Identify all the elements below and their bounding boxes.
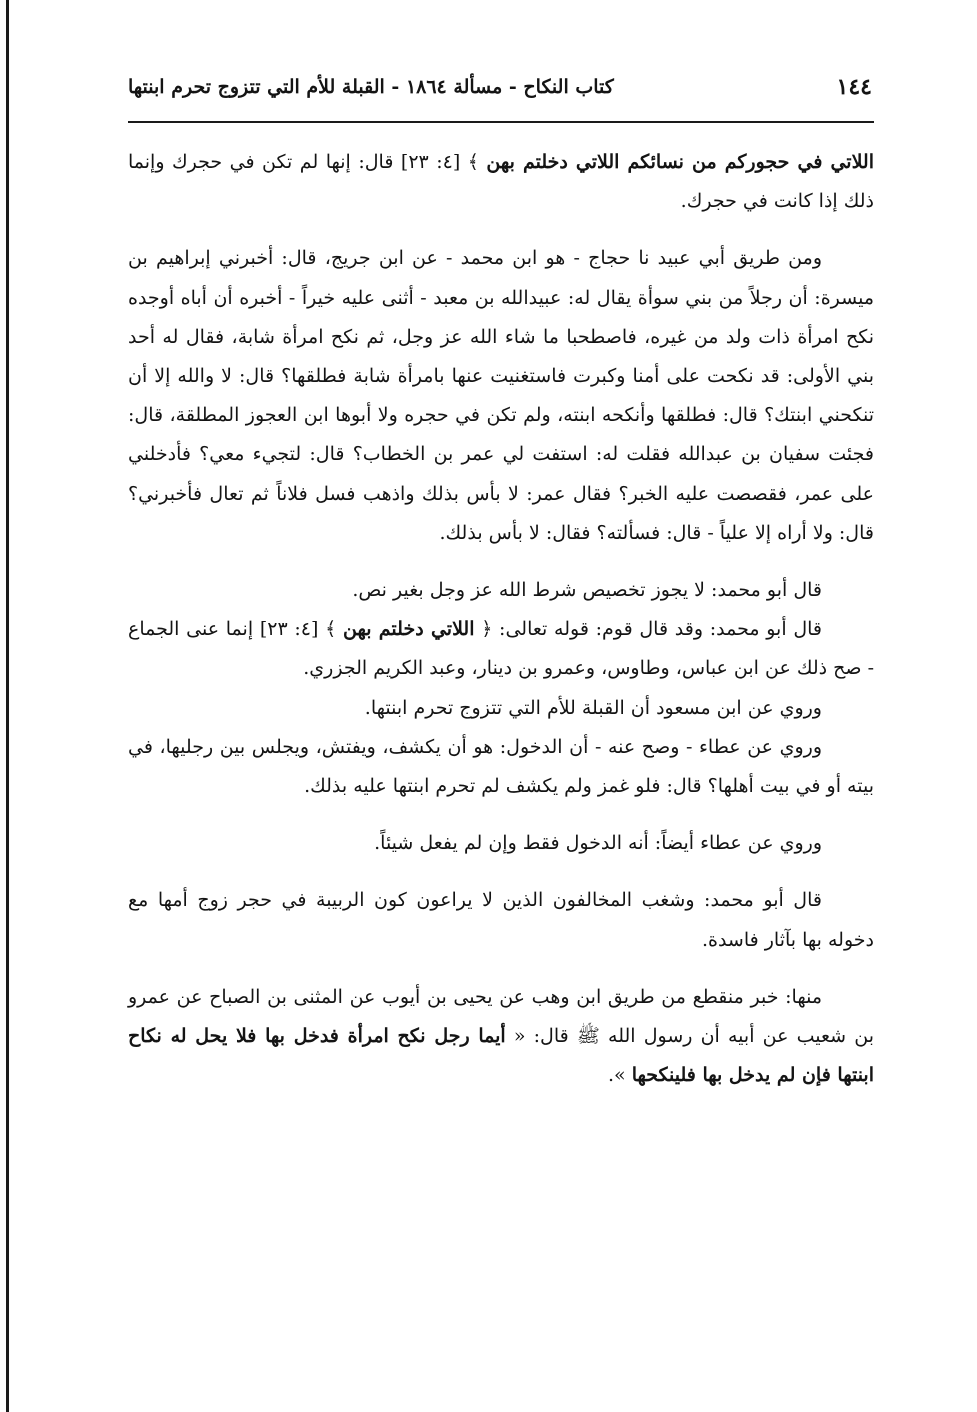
paragraph-p5 xyxy=(128,689,874,728)
paragraph-gap xyxy=(128,806,874,824)
body-text xyxy=(128,143,874,1095)
text-segment: وروي عن ابن مسعود أن القبلة للأم التي تتزوج تحرم ابنتها. xyxy=(364,696,822,719)
page-edge-bar xyxy=(6,0,9,1412)
paragraph-gap xyxy=(128,553,874,571)
text-segment: وروي عن عطاء - وصح عنه - أن الدخول: هو أن يكشف، ويفتش، ويجلس بين رجليها، في بيته أو في بيت أهلها؟ قال: فلو غمز ولم يكشف لم تحرم ابنتها عليه بذلك. xyxy=(128,735,874,798)
text-segment: قال أبو محمد: لا يجوز تخصيص شرط الله عز وجل بغير نص. xyxy=(352,579,822,602)
paragraph-p4 xyxy=(128,610,874,688)
paragraph-p3 xyxy=(128,571,874,610)
paragraph-p9 xyxy=(128,978,874,1096)
text-segment: وروي عن عطاء أيضاً: أنه الدخول فقط وإن لم يفعل شيئاً. xyxy=(374,832,822,855)
bold-text-segment: اللاتي في حجوركم من نسائكم اللاتي دخلتم بهن xyxy=(486,151,874,173)
paragraph-p8 xyxy=(128,881,874,959)
text-segment: قال أبو محمد: وشغب المخالفون الذين لا يراعون كون الربيبة في حجر زوج أمها مع دخوله بها بآثار فاسدة. xyxy=(128,889,874,951)
paragraph-gap xyxy=(128,221,874,239)
text-segment: ومن طريق أبي عبيد نا حجاج - هو ابن محمد - عن ابن جريج، قال: أخبرني إبراهيم بن ميسرة: أن رجلاً من بني سوأة يقال له: عبيدالله بن معبد - أثنى عليه خيراً - أخبره أن أباه أوجده نكح امرأة ذات ولد من غيره، فاصطحبا ما شاء الله عز وجل، ثم نكح امرأة شابة، فقال له أحد بني الأولى: قد نكحت على أمنا وكبرت فاستغنيت عنها بامرأة شابة فطلقها؟ قال: لا والله إلا أن تنكحني ابنتك؟ قال: فطلقها وأنكحه ابنته، ولم تكن في حجره ولا أبوها ابن العجوز المطلقة، قال: فجئت سفيان بن عبدالله فقلت له: استفت لي عمر بن الخطاب؟ قال: لتجيء معي؟ فأدخلني على عمر، فقصصت عليه الخبر؟ فقال عمر: لا بأس بذلك واذهب فسل فلاناً ثم تعال فأخبرني؟ قال: ولا أراه إلا علياً - قال: فسألته؟ فقال: لا بأس بذلك. xyxy=(128,247,874,544)
bold-text-segment: اللاتي دخلتم بهن xyxy=(342,618,475,641)
page-number: ١٤٤ xyxy=(836,74,872,100)
bold-text-segment: أيما رجل نكح امرأة فدخل بها فلا يحل له نكاح ابنتها فإن لم يدخل بها فلينكحها xyxy=(128,1025,874,1087)
running-title: كتاب النكاح - مسألة ١٨٦٤ - القبلة للأم التي تتزوج تحرم ابنتها xyxy=(128,76,614,98)
paragraph-p2 xyxy=(128,239,874,553)
paragraph-gap xyxy=(128,960,874,978)
paragraph-p1 xyxy=(128,143,874,221)
paragraph-p7 xyxy=(128,824,874,863)
paragraph-p6 xyxy=(128,728,874,806)
text-segment: ﴾ [٤: ٢٣] إنما عنى الجماع - صح ذلك عن ابن عباس، وطاوس، وعمرو بن دينار، وعبد الكريم الجزري. xyxy=(128,618,874,680)
header-rule xyxy=(128,121,874,123)
page-header xyxy=(128,72,872,116)
text-segment: قال أبو محمد: وقد قال قوم: قوله تعالى: ﴿ xyxy=(474,618,822,641)
text-segment: ». xyxy=(607,1064,632,1087)
text-segment: منها: خبر منقطع من طريق ابن وهب عن يحيى بن أيوب عن المثنى بن الصباح عن عمرو بن شعيب عن أبيه أن رسول الله ﷺ قال: « xyxy=(128,985,874,1048)
text-segment: ﴾ [٤: ٢٣] قال: إنها لم تكن في حجرك وإنما ذلك إذا كانت في حجرك. xyxy=(128,151,874,213)
paragraph-gap xyxy=(128,863,874,881)
